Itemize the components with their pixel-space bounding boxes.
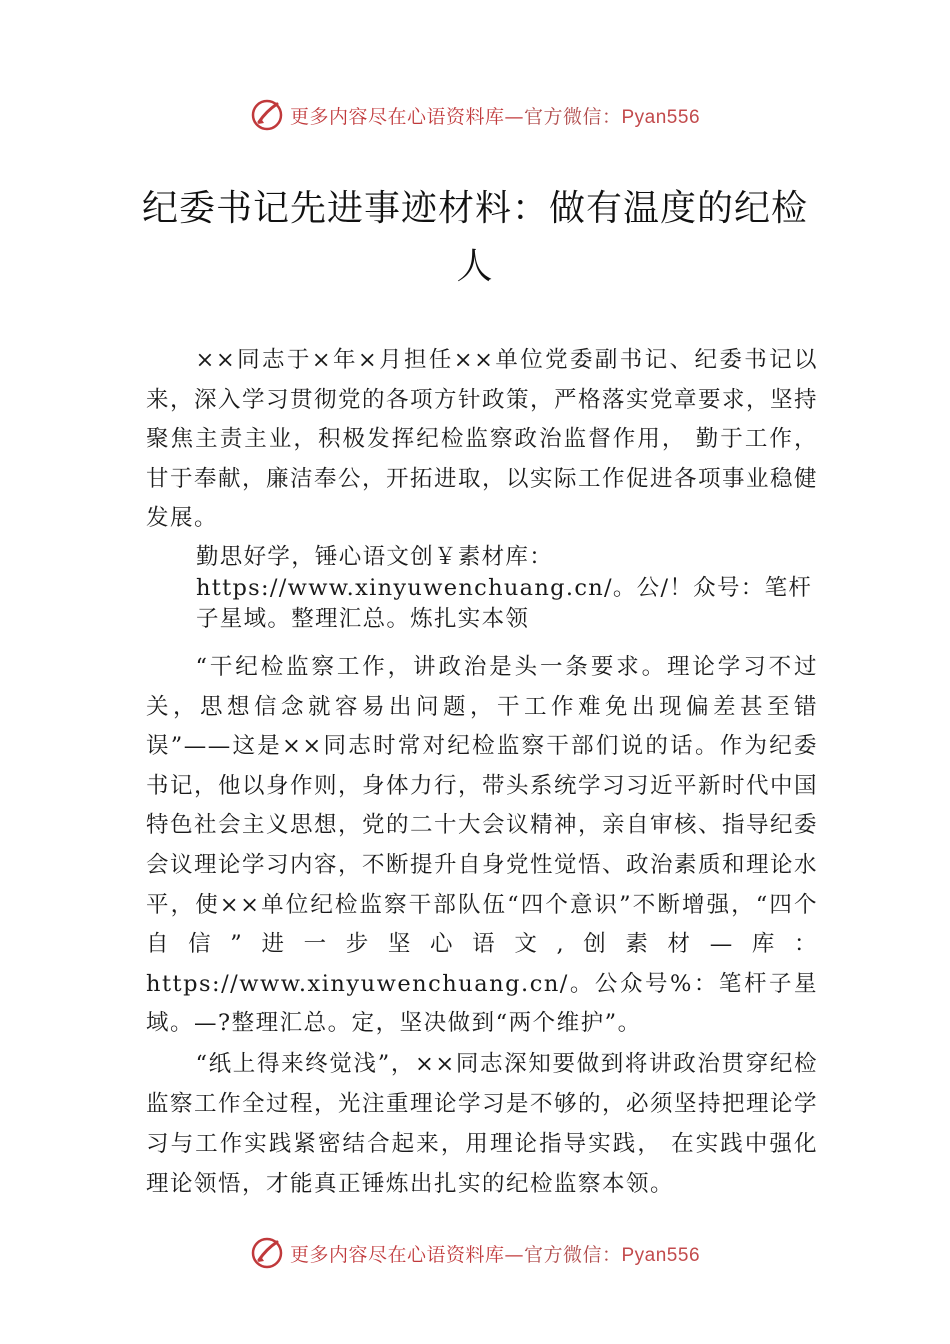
document-title: 纪委书记先进事迹材料：做有温度的纪检人 [141, 188, 808, 287]
brush-logo-icon [250, 1236, 284, 1270]
brush-logo-icon [250, 98, 284, 132]
footer-banner [0, 1233, 950, 1273]
paragraph-politics: “干纪检监察工作，讲政治是头一条要求。理论学习不过关，思想信念就容易出问题，干工作难免出现偏差甚至错误”——这是××同志时常对纪检监察干部们说的话。作为纪委书记，他以身作则，身体力行，带头系统学习习近平新时代中国特色社会主义思想，党的二十大会议精神，亲自审核、指导纪委会议理论学习内容，不断提升自身党性觉悟、政治素质和理论水平，使××单位纪检监察干部队伍“四个意识”不断增强，“四个自信”进一步坚心语文,创素材—库：https://www.xinyuwenchuang.cn/。公众号%：笔杆子星域。—?整理汇总。定，坚决做到“两个维护”。 [146, 654, 819, 1037]
section-heading: 勤思好学，锤心语文创￥素材库：https://www.xinyuwenchuang.cn/。公/！众号：笔杆子星域。整理汇总。炼扎实本领 [196, 544, 813, 632]
paragraph-practice: “纸上得来终觉浅”，××同志深知要做到将讲政治贯穿纪检监察工作全过程，光注重理论学习是不够的，必须坚持把理论学习与工作实践紧密结合起来，用理论指导实践， 在实践中强化理论领悟，才能真正锤炼出扎实的纪检监察本领。 [146, 1051, 819, 1197]
paragraph-intro: ××同志于×年×月担任××单位党委副书记、纪委书记以来，深入学习贯彻党的各项方针政策，严格落实党章要求，坚持聚焦主责主业，积极发挥纪检监察政治监督作用， 勤于工作，甘于奉献，廉洁奉公，开拓进取，以实际工作促进各项事业稳健发展。 [146, 347, 819, 532]
banner-text: 更多内容尽在心语资料库—官方微信：Pyan556 [289, 105, 701, 128]
header-banner [0, 95, 950, 135]
banner-text: 更多内容尽在心语资料库—官方微信：Pyan556 [289, 1243, 701, 1266]
